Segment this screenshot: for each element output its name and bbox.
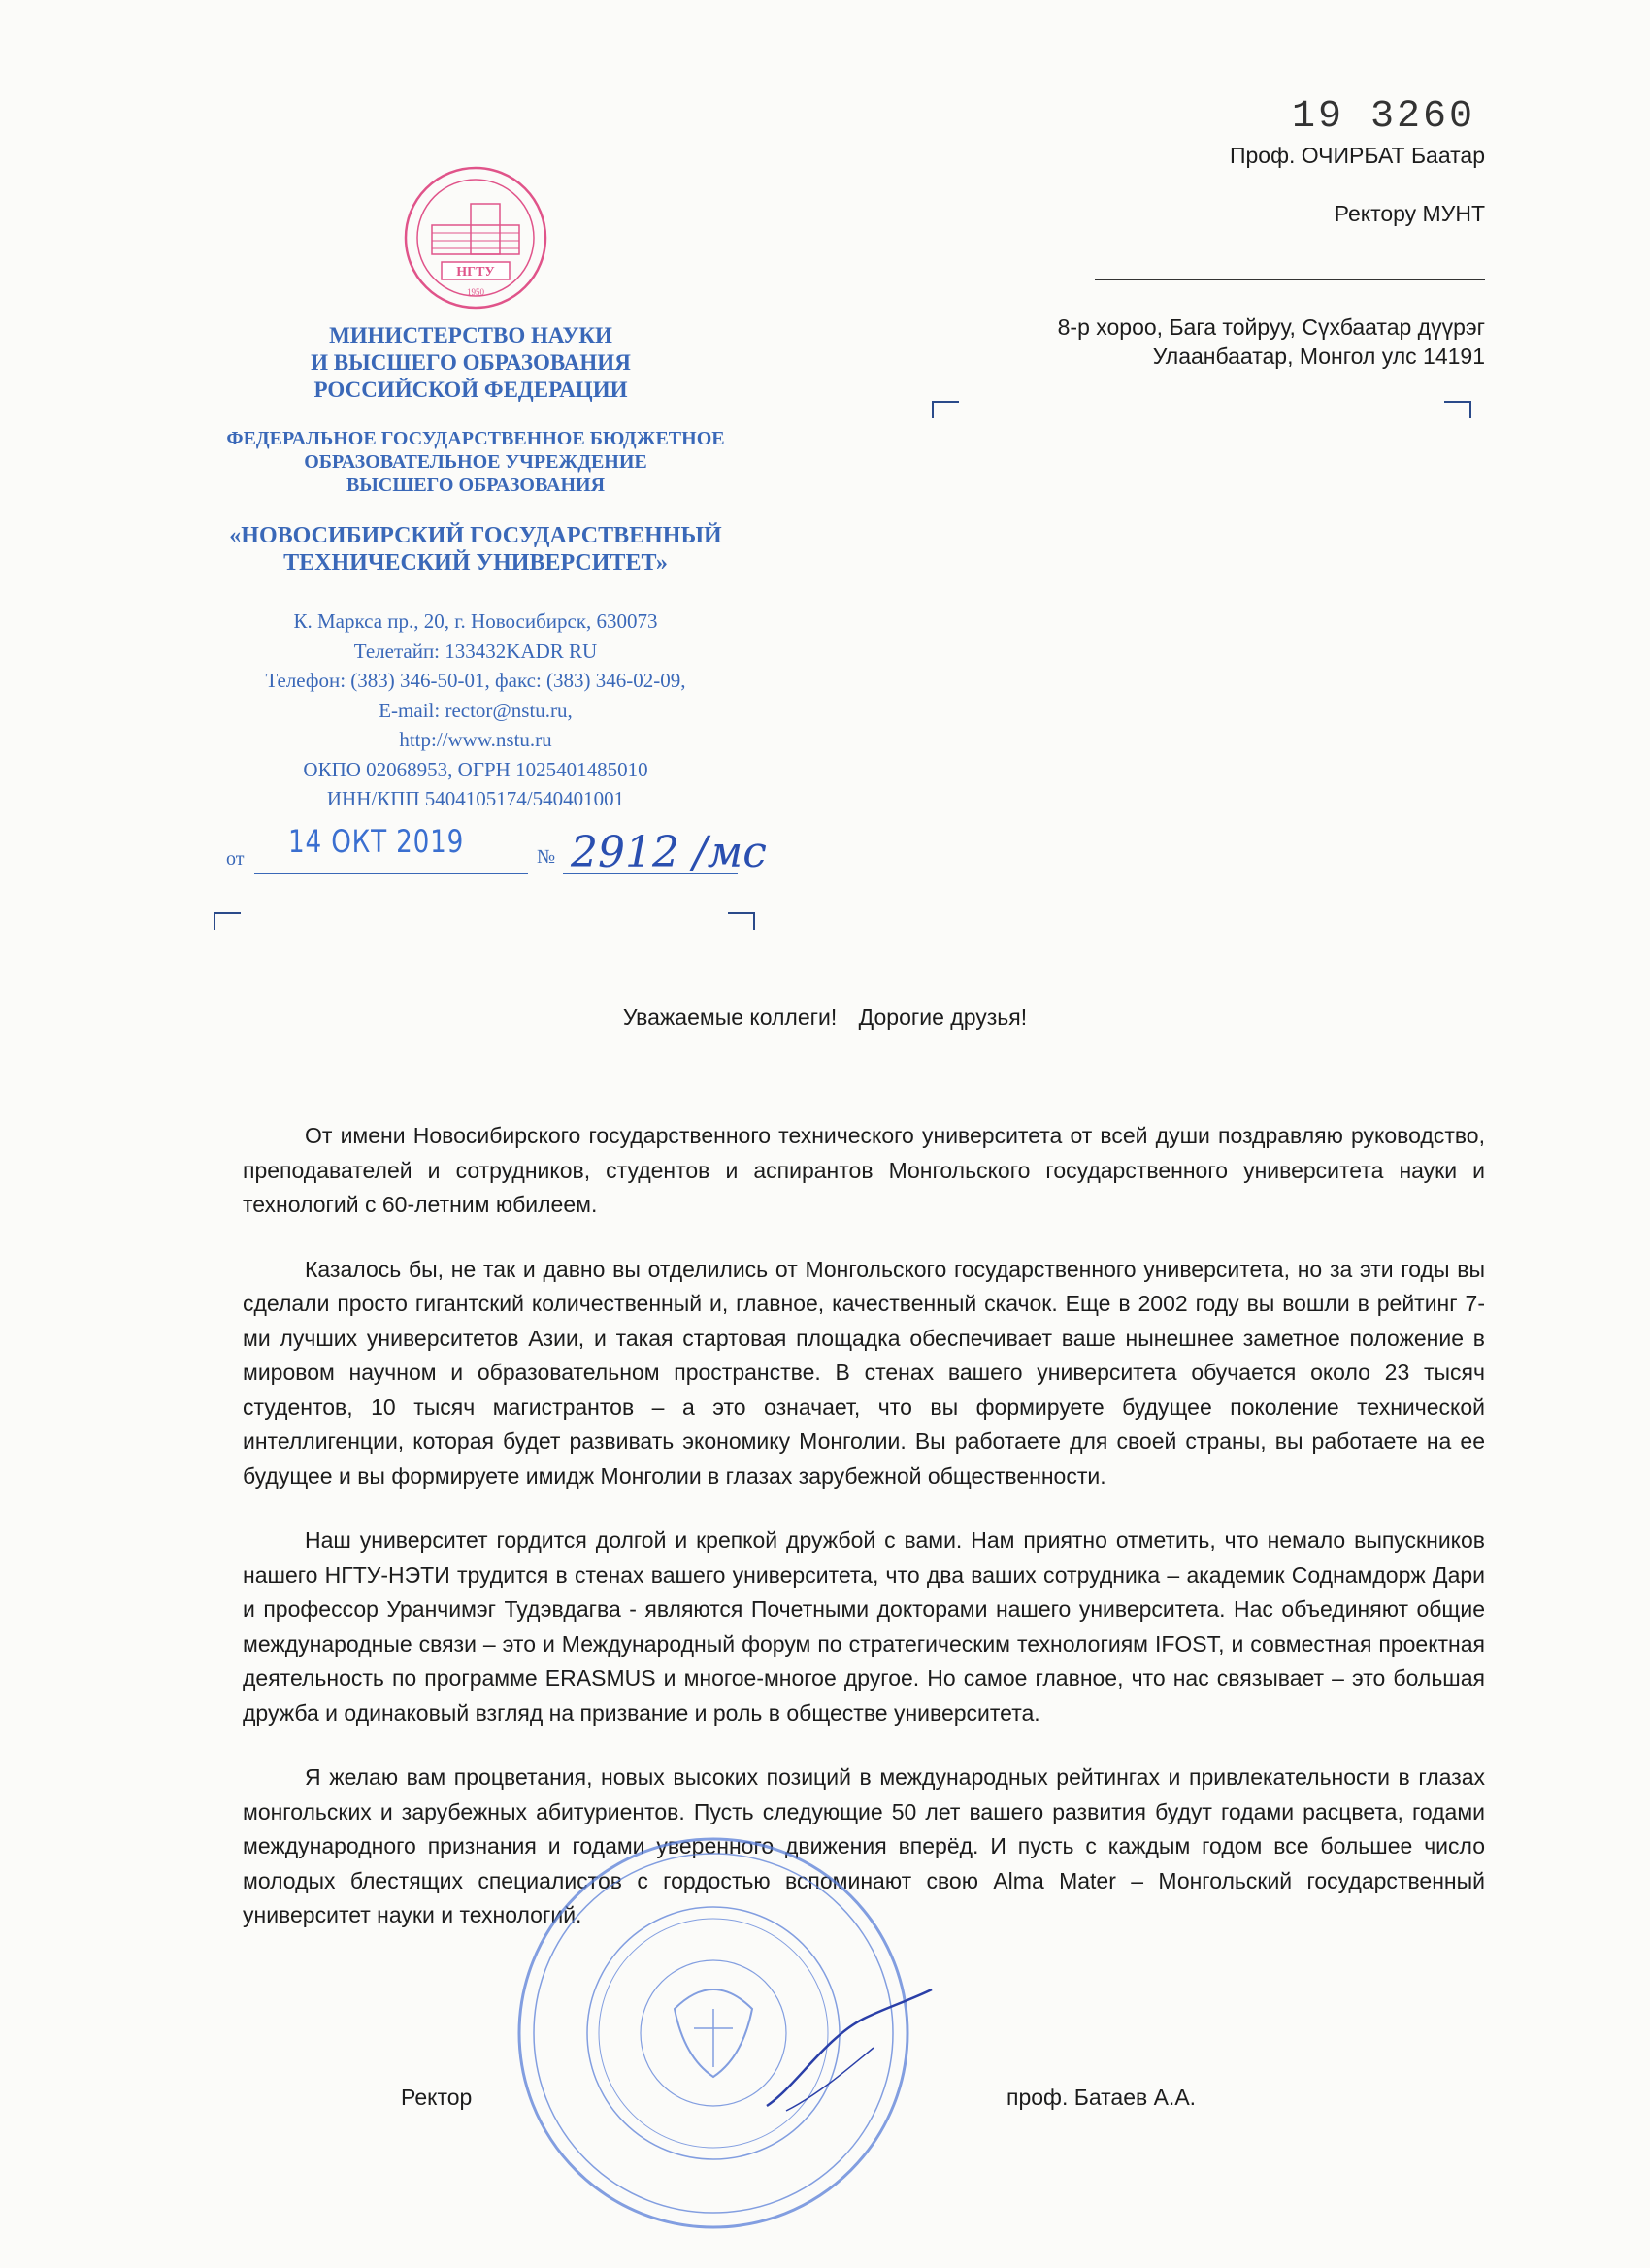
ministry-title: МИНИСТЕРСТВО НАУКИ И ВЫСШЕГО ОБРАЗОВАНИЯ РОССИЙСКОЙ ФЕДЕРАЦИИ bbox=[311, 323, 631, 402]
outgoing-corner-left bbox=[214, 912, 241, 930]
federal-institution-title: ФЕДЕРАЛЬНОЕ ГОСУДАРСТВЕННОЕ БЮДЖЕТНОЕ ОБРАЗОВАТЕЛЬНОЕ УЧРЕЖДЕНИЕ ВЫСШЕГО ОБРАЗОВАНИЯ bbox=[226, 428, 725, 496]
teletype-text: Телетайп: 133432KADR RU bbox=[353, 639, 598, 663]
signer-title: Ректор bbox=[401, 2085, 473, 2110]
paragraph-friendship: Наш университет гордится долгой и крепкой дружбой с вами. Нам приятно отметить, что немало выпускников нашего НГТУ-НЭТИ трудится в стенах вашего университета, что два ваших сотрудника – академик Соднaмдорж Дари и профессор Уранчимэг Тудэвдагва - являются Почетными докторами нашего университета. Нас объединяют общие международные связи – это и Международный форум по стратегическим технологиям IFOST, и совместная проектная деятельность по программе ERASMUS и многое-многое другое. Но самое главное, что нас связывает – это большая дружба и одинаковый взгляд на призвание и роль в обществе университета. bbox=[243, 1528, 1485, 1726]
okpo-text: ОКПО 02068953, ОГРН 1025401485010 bbox=[303, 757, 648, 781]
greeting-colleagues: Уважаемые коллеги! bbox=[622, 1004, 838, 1030]
logo-year: 1950 bbox=[467, 287, 484, 297]
recipient-address-line2: Улаанбаатар, Монгол улс 14191 bbox=[1152, 344, 1485, 369]
address-text: К. Маркса пр., 20, г. Новосибирск, 630073 bbox=[293, 609, 658, 633]
registration-number: 19 3260 bbox=[1291, 95, 1475, 139]
date-stamp: 14 ОКТ 2019 bbox=[288, 823, 465, 860]
handwritten-number bbox=[563, 810, 806, 888]
recipient-name: Проф. ОЧИРБАТ Баатар bbox=[1229, 143, 1485, 168]
svg-text:2912 /мс: 2912 /мс bbox=[571, 828, 767, 877]
date-underline bbox=[254, 873, 528, 874]
number-prefix: № bbox=[537, 846, 556, 868]
recipient-underline bbox=[1095, 279, 1485, 280]
handwritten-signature bbox=[757, 1980, 951, 2125]
outgoing-corner-right bbox=[728, 912, 755, 930]
logo-text: НГТУ bbox=[456, 265, 495, 279]
recipient-position: Ректору МУНТ bbox=[1334, 201, 1485, 226]
website-text: http://www.nstu.ru bbox=[399, 728, 552, 751]
address-corner-right bbox=[1444, 401, 1471, 418]
address-corner-left bbox=[932, 401, 959, 418]
paragraph-achievements: Казалось бы, не так и давно вы отделились от Монгольского государственного университета, но за эти годы вы сделали просто гигантский количественный и, главное, качественный скачок. Еще в 2002 году вы вошли в рейтинг 7-ми лучших университетов Азии, и такая стартовая площадка обеспечивает ваше нынешнее заметное положение в мировом научном и образовательном пространстве. В стенах вашего университета обучается около 23 тысяч студентов, 10 тысяч магистрантов – а это означает, что вы формируете будущее поколение технической интеллигенции, которая будет развивать экономику Монголии. Вы работаете для своей страны, вы работаете на ее будущее и вы формируете имидж Монголии в глазах зарубежной общественности. bbox=[243, 1256, 1485, 1489]
university-name: «НОВОСИБИРСКИЙ ГОСУДАРСТВЕННЫЙ ТЕХНИЧЕСКИЙ УНИВЕРСИТЕТ» bbox=[229, 523, 722, 575]
paragraph-congratulations: От имени Новосибирского государственного технического университета от всей души поздравляю руководство, преподавателей и сотрудников, студентов и аспирантов Монгольского государственного университета науки и технологий с 60-летним юбилеем. bbox=[243, 1123, 1485, 1217]
signer-name: проф. Батаев А.А. bbox=[1006, 2085, 1197, 2110]
university-contacts bbox=[199, 607, 752, 814]
email-text: E-mail: rector@nstu.ru, bbox=[379, 698, 573, 722]
university-logo bbox=[403, 165, 548, 311]
date-prefix: от bbox=[226, 848, 245, 870]
paragraph-wishes: Я желаю вам процветания, новых высоких позиций в международных рейтингах и привлекательности в глазах монгольских и зарубежных абитуриентов. Пусть следующие 50 лет вашего развития будут годами расцвета, годами международного признания и годами уверенного движения вперёд. И пусть с каждым годом все большее число молодых блестящих специалистов с гордостью вспоминают свою Alma Mater – Монгольский государственный университет науки и технологий. bbox=[243, 1764, 1485, 1927]
phone-text: Телефон: (383) 346-50-01, факс: (383) 346-02-09, bbox=[265, 669, 686, 692]
recipient-address-line1: 8-р хороо, Бага тойруу, Сүхбаатар дүүрэг bbox=[1057, 314, 1485, 340]
inn-text: ИНН/КПП 5404105174/540401001 bbox=[326, 787, 625, 810]
greeting bbox=[0, 1004, 1650, 1031]
greeting-friends: Дорогие друзья! bbox=[858, 1004, 1028, 1030]
